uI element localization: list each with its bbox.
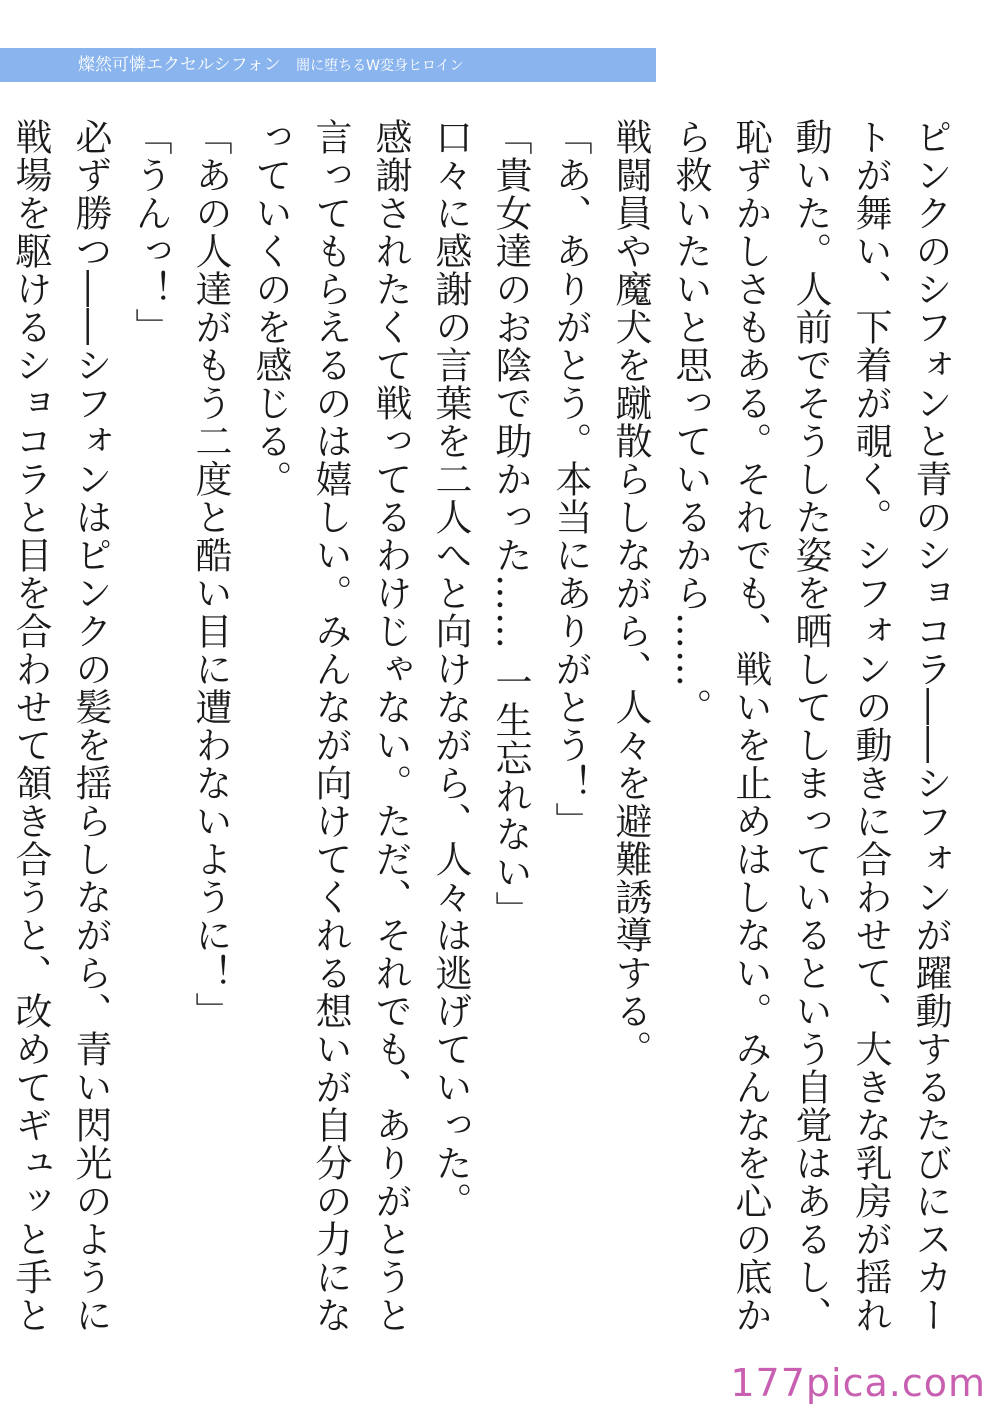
- dialogue-line: 「あの人達がもう二度と酷い目に遭わないように！」: [189, 118, 232, 1030]
- book-subtitle: 闇に堕ちるW変身ヒロイン: [296, 58, 464, 74]
- dialogue-line: 「貴女達のお陰で助かった…… 一生忘れない」: [489, 118, 532, 929]
- dialogue-line: 「あ、ありがとう。本当にありがとう！」: [549, 118, 592, 840]
- paragraph: 口々に感謝の言葉を二人へと向けながら、人々は逃げていった。: [429, 118, 472, 1220]
- dialogue-line: 「うんっ！」: [129, 118, 172, 346]
- paragraph: 戦闘員や魔犬を蹴散らしながら、人々を避難誘導する。: [609, 118, 652, 1068]
- paragraph: ピンクのシフォンと青のショコラ――シフォンが躍動するたびにスカートが舞い、下着が覗く。シフォンの動きに合わせて、大きな乳房が揺れ動いた。人前でそうした姿を晒してしまっているという自覚はあるし、恥ずかしさもある。それでも、戦いを止めはしない。みんなを心の底から救いたいと思っているから……。: [669, 118, 952, 1334]
- paragraph: 必ず勝つ――シフォンはピンクの髪を揺らしながら、青い閃光のように戦場を駆けるショコラと目を合わせて頷き合うと、改めてギュッと手と: [9, 118, 112, 1334]
- running-header: [0, 48, 656, 82]
- book-title: 燦然可憐エクセルシフォン: [78, 55, 281, 75]
- paragraph: 感謝されたくて戦ってるわけじゃない。ただ、それでも、ありがとうと言ってもらえるのは嬉しい。みんなが向けてくれる想いが自分の力になっていくのを感じる。: [249, 118, 412, 1334]
- vertical-body-text: [9, 118, 960, 1368]
- site-watermark: 177pica.com: [730, 1361, 986, 1405]
